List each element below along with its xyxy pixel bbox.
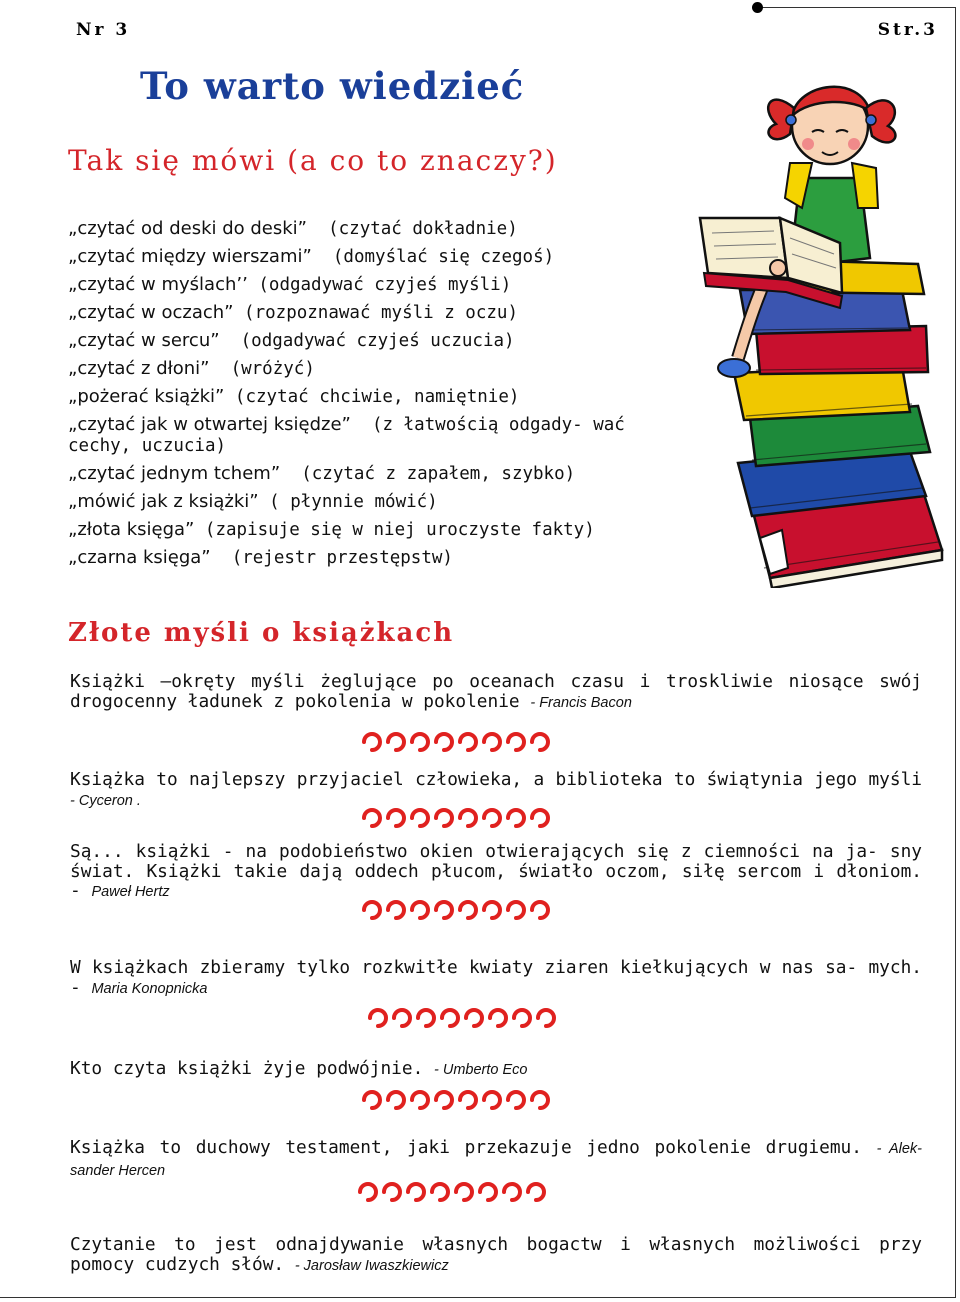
phrase-item (68, 516, 688, 544)
phrase-item (68, 544, 688, 572)
phrase-item (68, 215, 688, 243)
phrase-key: „czytać jak w otwartej księdze” (68, 414, 351, 435)
quote-author: Paweł Hertz (91, 884, 170, 900)
phrase-meaning: ( płynnie mówić) (269, 492, 438, 512)
girl-on-books-illustration (690, 68, 955, 588)
ornament-divider (360, 898, 560, 922)
phrase-list (68, 215, 688, 572)
quote (70, 1138, 922, 1181)
quote (70, 1059, 922, 1081)
phrase-key: „czytać z dłoni” (68, 358, 210, 379)
quote-text: W książkach zbieramy tylko rozkwitłe kwiaty ziaren kiełkujących w nas sa- mych. - (70, 957, 922, 998)
phrase-meaning: (czytać chciwie, namiętnie) (234, 387, 520, 407)
quote-text: Czytanie to jest odnajdywanie własnych bogactw i własnych możliwości przy pomocy cudzych słów. (70, 1234, 922, 1275)
ornament-divider (360, 730, 560, 754)
quote (70, 672, 922, 713)
quote-text: Książki –okręty myśli żeglujące po oceanach czasu i troskliwie niosące swój drogocenny ładunek z pokolenia w pokolenie (70, 671, 922, 712)
phrase-key: „pożerać książki” (68, 386, 225, 407)
phrase-item (68, 383, 688, 411)
phrase-meaning: (czytać dokładnie) (328, 219, 518, 239)
phrase-meaning: (rejestr przestępstw) (231, 548, 453, 568)
quote-author: - Cyceron . (70, 792, 141, 809)
quote (70, 958, 922, 999)
phrase-key: „czytać od deski do deski” (68, 218, 308, 239)
phrase-key: „czytać w sercu” (68, 330, 220, 351)
phrase-item (68, 355, 688, 383)
phrase-meaning: (odgadywać czyjeś uczucia) (240, 331, 515, 351)
quote-text: Książka to duchowy testament, jaki przekazuje jedno pokolenie drugiemu. (70, 1137, 862, 1158)
quote (70, 1235, 922, 1276)
quote-text: Książka to najlepszy przyjaciel człowieka, a biblioteka to świątynia jego myśli (70, 769, 922, 790)
page-title: To warto wiedzieć (140, 64, 525, 108)
phrase-key: „czytać w oczach” (68, 302, 234, 323)
phrase-key: „złota księga” (68, 519, 195, 540)
quote-author: Maria Konopnicka (91, 980, 208, 997)
phrase-meaning: (zapisuje się w niej uroczyste fakty) (204, 520, 595, 540)
phrase-item (68, 411, 688, 460)
phrase-item (68, 271, 688, 299)
frame-corner-dot (752, 2, 763, 13)
frame-right-line (955, 7, 956, 1297)
ornament-divider (356, 1180, 556, 1204)
phrase-key: „czytać między wierszami” (68, 246, 312, 267)
quote-text: Są... książki - na podobieństwo okien otwierających się z ciemności na ja- sny świat. Książki takie dają oddech płucom, światło oczom, siłę sercom i dłoniom. - (70, 841, 922, 901)
phrase-key: „czarna księga” (68, 547, 211, 568)
ornament-divider (360, 1088, 560, 1112)
quote-author: - Alek- sander Hercen (70, 1141, 922, 1179)
phrase-meaning: (czytać z zapałem, szybko) (301, 464, 576, 484)
phrase-item (68, 299, 688, 327)
frame-bottom-line (0, 1297, 956, 1298)
phrase-item (68, 460, 688, 488)
phrase-item (68, 488, 688, 516)
ornament-divider (360, 806, 560, 830)
phrase-item (68, 243, 688, 271)
phrase-key: „mówić jak z książki” (68, 491, 259, 512)
ornament-divider (366, 1006, 566, 1030)
phrase-meaning: (wróżyć) (230, 359, 315, 379)
phrase-item (68, 327, 688, 355)
phrase-key: „czytać w myślach’’ (68, 274, 248, 295)
frame-top-line (760, 7, 955, 8)
quote-author: - Francis Bacon (530, 694, 632, 711)
issue-number: Nr 3 (76, 20, 131, 40)
quote-author: - Umberto Eco (434, 1062, 528, 1078)
phrase-meaning: (z łatwością odgady- wać cechy, uczucia) (68, 415, 636, 456)
phrase-key: „czytać jednym tchem” (68, 463, 281, 484)
phrase-meaning: (rozpoznawać myśli z oczu) (244, 303, 518, 323)
quote-author: - Jarosław Iwaszkiewicz (294, 1257, 449, 1274)
quote (70, 842, 922, 903)
section-heading: Złote myśli o książkach (68, 618, 455, 648)
page-number: Str.3 (877, 20, 938, 40)
quote-text: Kto czyta książki żyje podwójnie. (70, 1058, 424, 1079)
section-subtitle: Tak się mówi (a co to znaczy?) (68, 144, 558, 177)
quote (70, 770, 922, 811)
phrase-meaning: (domyślać się czegoś) (332, 247, 555, 267)
phrase-meaning: (odgadywać czyjeś myśli) (258, 275, 512, 295)
